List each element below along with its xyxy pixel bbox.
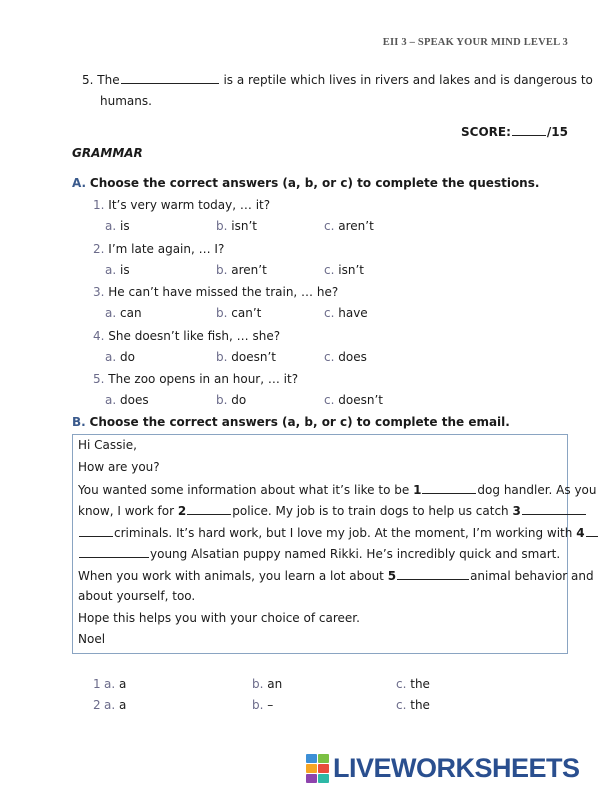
vocab-blank-input[interactable] [121,72,219,84]
option-letter: b. [216,306,228,320]
question-text: He can’t have missed the train, … he? [108,285,339,299]
question-2-option-b[interactable] [216,263,267,277]
score-label: SCORE: [461,125,511,139]
gap-4-input-cont[interactable] [79,546,149,558]
option-letter: b. [216,262,228,277]
gap-number-5: 5 [387,569,397,583]
part-a-instruction [72,176,539,190]
part-b-instruction [72,415,510,429]
option-letter: c. [324,393,335,407]
question-4 [93,329,280,343]
logo-tile [318,774,329,783]
vocab-item-number: 5. [82,73,94,87]
answer-2-option-c[interactable] [396,698,430,712]
gap-number-4: 4 [576,526,585,540]
option-letter: c. [324,262,335,277]
gap-5-input[interactable] [397,568,469,580]
question-1 [93,198,270,212]
logo-tile [318,764,329,773]
question-3-option-c[interactable] [324,306,368,320]
question-number: 1. [93,198,105,212]
option-letter: a. [104,698,116,712]
question-3 [93,285,338,299]
option-text: can [120,306,142,320]
option-text: doesn’t [338,393,383,407]
option-text: does [338,349,367,364]
vocab-item-5 [82,72,593,87]
email-text: animal behavior and [470,569,594,583]
option-text: the [410,698,430,712]
option-letter: a. [105,262,117,277]
answer-number-text: 2 [93,698,101,712]
option-letter: c. [324,349,335,364]
option-letter: b. [252,677,264,691]
option-letter: a. [104,677,116,691]
answer-2-option-b[interactable] [252,698,273,712]
email-text: When you work with animals, you learn a lot about [78,569,388,583]
gap-4-input[interactable] [586,525,598,537]
question-3-option-a[interactable] [105,306,142,320]
gap-1-input[interactable] [422,482,476,494]
gap-2-input[interactable] [187,503,231,515]
question-4-option-c[interactable] [324,350,367,364]
option-text: can’t [231,306,262,320]
email-line: How are you? [78,460,160,474]
question-text: She doesn’t like fish, … she? [108,328,281,343]
question-text: The zoo opens in an hour, … it? [108,372,299,386]
option-letter: a. [105,219,117,233]
question-text: I’m late again, … I? [108,241,225,256]
question-5-option-a[interactable] [105,393,149,407]
answer-number-text: 1 [93,677,101,691]
question-number: 5. [93,372,105,386]
option-letter: b. [216,393,228,407]
page-header: EII 3 – SPEAK YOUR MIND LEVEL 3 [382,37,568,48]
score-blank [512,124,546,136]
logo-grid-icon [306,754,329,783]
email-text: You wanted some information about what it’s like to be [78,483,414,497]
email-text: police. My job is to train dogs to help us catch [232,504,513,518]
question-5-option-b[interactable] [216,393,246,407]
section-title: GRAMMAR [72,146,143,160]
email-text: young Alsatian puppy named Rikki. He’s incredibly quick and smart. [150,547,561,561]
answer-2-option-a[interactable] [104,698,126,712]
question-1-option-a[interactable] [105,219,130,233]
email-line [78,482,597,497]
option-text: have [338,306,368,320]
answer-1-option-a[interactable] [104,677,126,691]
email-text: criminals. It’s hard work, but I love my job. At the moment, I’m working with [114,526,577,540]
score-total: /15 [546,125,568,139]
email-signature: Noel [78,632,106,646]
option-text: does [120,393,149,407]
option-letter: a. [105,393,117,407]
option-text: do [231,393,247,407]
question-2-option-a[interactable] [105,263,130,277]
option-text: isn’t [338,262,364,277]
question-3-option-b[interactable] [216,306,261,320]
option-letter: b. [216,219,228,233]
logo-tile [318,754,329,763]
question-2-option-c[interactable] [324,263,364,277]
option-letter: c. [396,698,407,712]
logo-text: LIVEWORKSHEETS [333,753,580,783]
email-line [78,525,599,540]
gap-3-input-cont[interactable] [79,525,113,537]
answer-number [93,677,101,691]
part-b-text: Choose the correct answers (a, b, or c) to complete the email. [89,415,510,429]
email-line [78,503,587,518]
option-letter: b. [216,349,228,364]
email-greeting: Hi Cassie, [78,438,137,452]
liveworksheets-logo [306,753,580,784]
answer-1-option-c[interactable] [396,677,430,691]
vocab-item-line2: humans. [100,94,152,108]
question-number: 4. [93,328,105,343]
vocab-item-after: is a reptile which lives in rivers and lakes and is dangerous to [223,73,593,87]
answer-1-option-b[interactable] [252,677,282,691]
gap-number-1: 1 [413,483,422,497]
option-letter: c. [324,219,335,233]
option-text: is [120,219,130,233]
gap-3-input[interactable] [522,503,586,515]
option-text: an [267,677,283,691]
option-text: the [410,677,430,691]
option-letter: c. [396,677,407,691]
question-1-option-b[interactable] [216,219,257,233]
question-2 [93,242,224,256]
question-text: It’s very warm today, … it? [108,198,271,212]
option-text: a [119,677,127,691]
option-text: is [120,262,130,277]
option-text: doesn’t [231,349,276,364]
email-line [78,568,594,583]
part-a-text: Choose the correct answers (a, b, or c) to complete the questions. [89,176,540,190]
gap-number-3: 3 [512,504,521,518]
question-number: 2. [93,241,105,256]
option-letter: a. [105,306,117,320]
email-line: about yourself, too. [78,589,196,603]
question-5-option-c[interactable] [324,393,383,407]
logo-tile [306,774,317,783]
gap-number-2: 2 [177,504,187,518]
logo-tile [306,754,317,763]
question-1-option-c[interactable] [324,219,374,233]
option-text: do [120,349,135,364]
email-text: know, I work for [78,504,178,518]
question-5 [93,372,298,386]
logo-tile [306,764,317,773]
question-4-option-a[interactable] [105,350,135,364]
answer-number [93,698,101,712]
email-box [72,434,597,654]
vocab-item-before: The [97,73,120,87]
part-a-letter: A. [72,176,87,190]
option-text: a [119,698,127,712]
option-text: aren’t [231,262,267,277]
score [461,124,568,139]
email-line [78,546,560,561]
email-text: dog handler. As you [477,483,597,497]
option-text: aren’t [338,219,374,233]
option-letter: b. [252,698,264,712]
option-text: – [267,698,274,712]
part-b-letter: B. [72,415,86,429]
email-line: Hope this helps you with your choice of career. [78,611,360,625]
option-letter: a. [105,349,117,364]
option-letter: c. [324,306,335,320]
question-4-option-b[interactable] [216,350,276,364]
question-number: 3. [93,285,105,299]
option-text: isn’t [231,219,257,233]
